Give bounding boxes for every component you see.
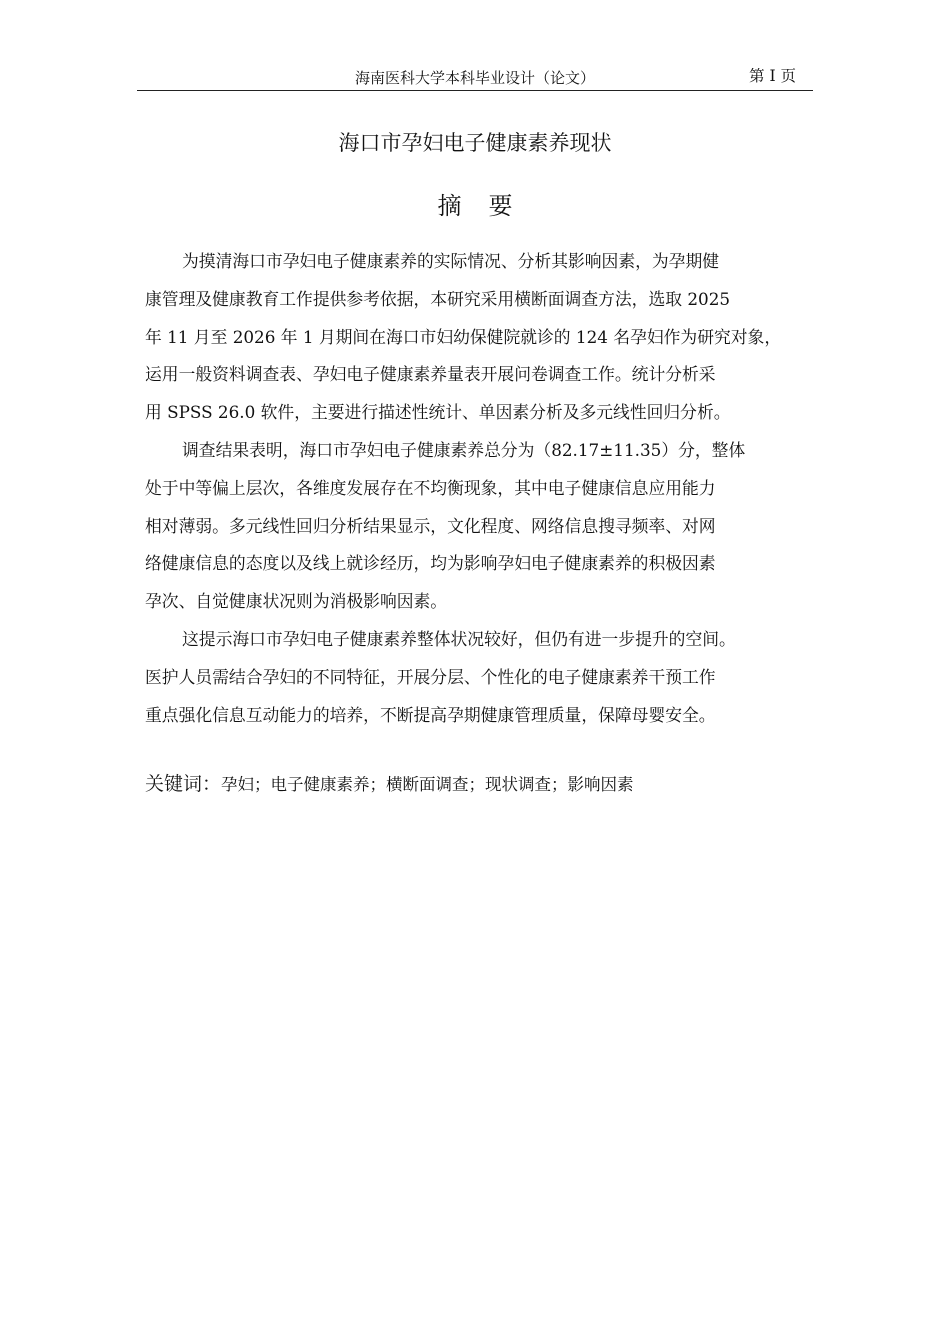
abstract-line: 处于中等偏上层次，各维度发展存在不均衡现象，其中电子健康信息应用能力 [145, 477, 716, 498]
keywords-text: 孕妇；电子健康素养；横断面调查；现状调查；影响因素 [221, 775, 634, 794]
abstract-line: 络健康信息的态度以及线上就诊经历，均为影响孕妇电子健康素养的积极因素 [145, 553, 716, 574]
abstract-body [145, 243, 825, 734]
abstract-line: 重点强化信息互动能力的培养，不断提高孕期健康管理质量，保障母婴安全。 [145, 704, 716, 725]
abstract-line: 运用一般资料调查表、孕妇电子健康素养量表开展问卷调查工作。统计分析采 [145, 364, 716, 385]
abstract-line: 这提示海口市孕妇电子健康素养整体状况较好，但仍有进一步提升的空间。 [182, 628, 736, 649]
abstract-line: 调查结果表明，海口市孕妇电子健康素养总分为（82.17±11.35）分，整体 [182, 439, 746, 460]
abstract-line: 相对薄弱。多元线性回归分析结果显示，文化程度、网络信息搜寻频率、对网 [145, 515, 716, 536]
page-header [137, 64, 813, 91]
abstract-line: 孕次、自觉健康状况则为消极影响因素。 [145, 591, 448, 612]
abstract-heading: 摘要 [437, 192, 540, 220]
document-title: 海口市孕妇电子健康素养现状 [338, 131, 612, 155]
keywords [145, 770, 634, 799]
abstract-line: 为摸清海口市孕妇电子健康素养的实际情况、分析其影响因素，为孕期健 [182, 251, 720, 271]
header-page-number: 第 I 页 [749, 67, 796, 85]
header-school-title: 海南医科大学本科毕业设计（论文） [354, 69, 595, 87]
abstract-line: 年 11 月至 2026 年 1 月期间在海口市妇幼保健院就诊的 124 名孕妇作为研究对象， [145, 326, 782, 347]
abstract-line: 康管理及健康教育工作提供参考依据，本研究采用横断面调查方法，选取 2025 [145, 288, 731, 309]
abstract-line: 医护人员需结合孕妇的不同特征，开展分层、个性化的电子健康素养干预工作 [145, 666, 716, 687]
keywords-label: 关键词： [145, 773, 222, 795]
abstract-line: 用 SPSS 26.0 软件，主要进行描述性统计、单因素分析及多元线性回归分析。 [145, 402, 731, 423]
